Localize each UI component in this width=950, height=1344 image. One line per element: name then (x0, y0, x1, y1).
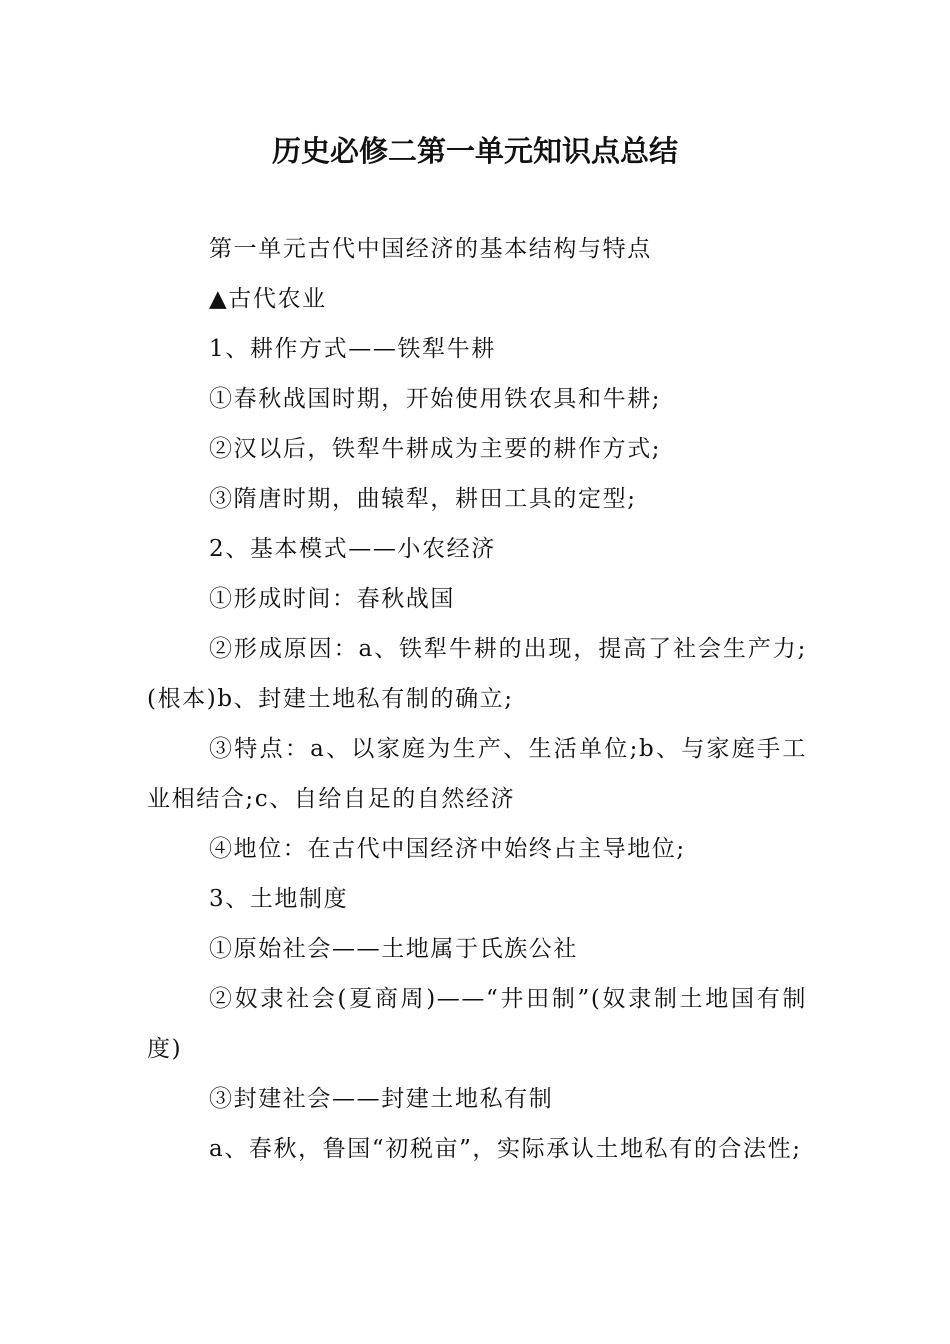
list-item: ②奴隶社会(夏商周)——“井田制”(奴隶制土地国有制度) (147, 986, 807, 1062)
section-heading-agriculture: ▲古代农业 (209, 286, 327, 312)
subheading-land-system: 3、土地制度 (209, 886, 349, 912)
list-item: ③特点：a、以家庭为生产、生活单位;b、与家庭手工业相结合;c、自给自足的自然经济 (147, 736, 807, 812)
list-item: ②形成原因：a、铁犁牛耕的出现，提高了社会生产力;(根本)b、封建土地私有制的确立; (147, 636, 807, 712)
subheading-basic-model: 2、基本模式——小农经济 (209, 536, 496, 562)
subheading-farming-method: 1、耕作方式——铁犁牛耕 (209, 336, 496, 362)
list-item: ③封建社会——封建土地私有制 (209, 1086, 554, 1112)
list-item: ③隋唐时期，曲辕犁，耕田工具的定型; (209, 486, 637, 512)
document-body (147, 224, 807, 1174)
document-title: 历史必修二第一单元知识点总结 (271, 134, 678, 168)
list-item: ②汉以后，铁犁牛耕成为主要的耕作方式; (209, 436, 662, 462)
list-item: ①形成时间：春秋战国 (209, 586, 455, 612)
list-item: ①春秋战国时期，开始使用铁农具和牛耕; (209, 386, 662, 412)
unit-heading: 第一单元古代中国经济的基本结构与特点 (209, 236, 652, 262)
list-item: ①原始社会——土地属于氏族公社 (209, 936, 578, 962)
list-item: ④地位：在古代中国经济中始终占主导地位; (209, 836, 686, 862)
list-item: a、春秋，鲁国“初税亩”，实际承认土地私有的合法性; (209, 1136, 802, 1162)
